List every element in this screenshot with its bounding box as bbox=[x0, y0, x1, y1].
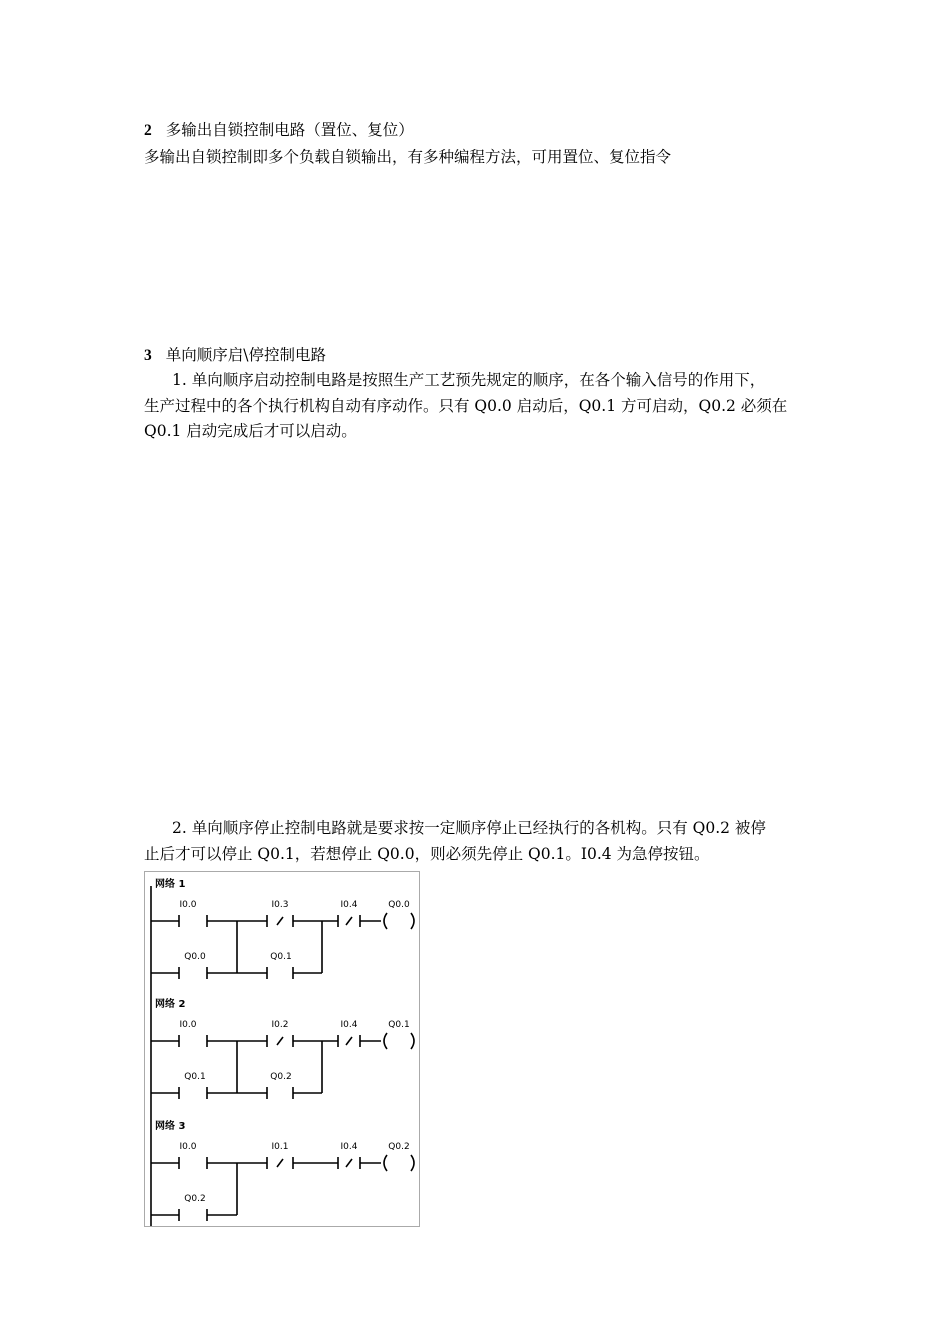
section-3-para2-line1: 2. 单向顺序停止控制电路就是要求按一定顺序停止已经执行的各机构。只有 Q0.2 被停 bbox=[172, 819, 766, 837]
contact-label: I0.1 bbox=[271, 1142, 289, 1152]
section-3-title: 单向顺序启\停控制电路 bbox=[165, 346, 326, 364]
contact-label: I0.0 bbox=[179, 1020, 197, 1030]
coil-Q0.0-right-arc bbox=[411, 913, 414, 929]
contact-label: I0.4 bbox=[340, 900, 358, 910]
contact-label: Q0.2 bbox=[270, 1072, 292, 1082]
coil-Q0.1-left-arc bbox=[384, 1033, 387, 1049]
section-2-number: 2 bbox=[144, 122, 152, 139]
section-2-heading bbox=[144, 118, 414, 140]
contact-label: I0.0 bbox=[179, 900, 197, 910]
contact-I0.4-nc-slash bbox=[346, 1159, 352, 1167]
coil-Q0.2-right-arc bbox=[411, 1155, 414, 1171]
coil-label: Q0.2 bbox=[388, 1142, 410, 1152]
coil-label: Q0.0 bbox=[388, 900, 410, 910]
ladder-svg bbox=[145, 872, 419, 1226]
network-label: 网络 1 bbox=[155, 879, 186, 890]
section-2-title: 多输出自锁控制电路（置位、复位） bbox=[165, 121, 414, 139]
contact-label: Q0.1 bbox=[270, 952, 292, 962]
contact-label: Q0.1 bbox=[184, 1072, 206, 1082]
section-3-para1-line3: Q0.1 启动完成后才可以启动。 bbox=[144, 422, 357, 440]
contact-I0.1-nc-slash bbox=[277, 1159, 283, 1167]
section-3-para1-line1: 1. 单向顺序启动控制电路是按照生产工艺预先规定的顺序，在各个输入信号的作用下， bbox=[172, 371, 766, 389]
coil-label: Q0.1 bbox=[388, 1020, 410, 1030]
section-2-body: 多输出自锁控制即多个负载自锁输出，有多种编程方法，可用置位、复位指令 bbox=[144, 148, 672, 166]
contact-label: I0.0 bbox=[179, 1142, 197, 1152]
network-label: 网络 3 bbox=[155, 1121, 186, 1132]
contact-I0.4-nc-slash bbox=[346, 917, 352, 925]
coil-Q0.0-left-arc bbox=[384, 913, 387, 929]
coil-Q0.1-right-arc bbox=[411, 1033, 414, 1049]
contact-I0.3-nc-slash bbox=[277, 917, 283, 925]
section-3-para1-line2: 生产过程中的各个执行机构自动有序动作。只有 Q0.0 启动后，Q0.1 方可启动，Q0.2 必须在 bbox=[144, 397, 788, 415]
contact-label: I0.4 bbox=[340, 1142, 358, 1152]
contact-I0.4-nc-slash bbox=[346, 1037, 352, 1045]
section-3-para2-line2: 止后才可以停止 Q0.1，若想停止 Q0.0，则必须先停止 Q0.1。I0.4 为急停按钮。 bbox=[144, 845, 710, 863]
contact-I0.2-nc-slash bbox=[277, 1037, 283, 1045]
contact-label: I0.4 bbox=[340, 1020, 358, 1030]
section-3-heading bbox=[144, 343, 326, 365]
section-3-number: 3 bbox=[144, 347, 152, 364]
network-label: 网络 2 bbox=[155, 999, 186, 1010]
contact-label: I0.2 bbox=[271, 1020, 289, 1030]
contact-label: I0.3 bbox=[271, 900, 289, 910]
contact-label: Q0.2 bbox=[184, 1194, 206, 1204]
ladder-diagram bbox=[144, 871, 420, 1227]
contact-label: Q0.0 bbox=[184, 952, 206, 962]
coil-Q0.2-left-arc bbox=[384, 1155, 387, 1171]
